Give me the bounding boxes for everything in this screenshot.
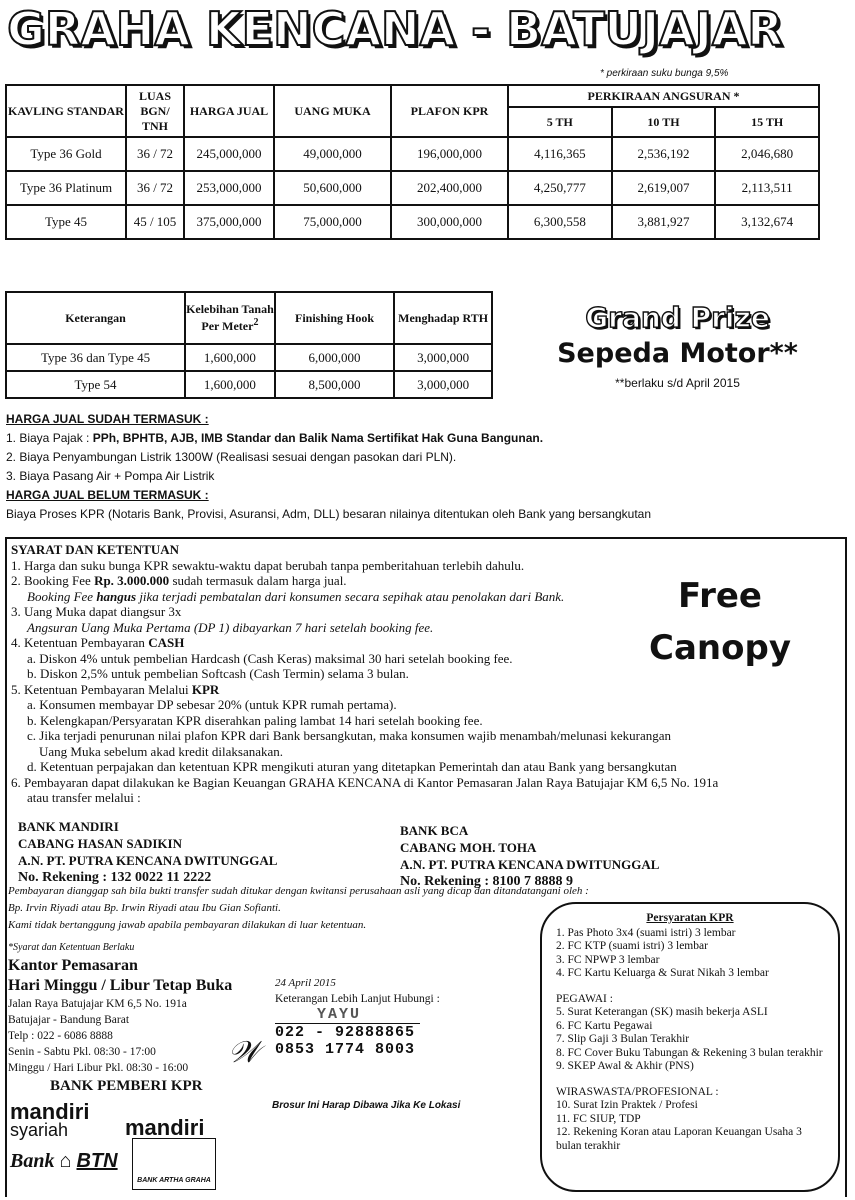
header-harga: HARGA JUAL bbox=[184, 85, 274, 137]
bank-name: BANK MANDIRI bbox=[18, 819, 119, 834]
office-title: Kantor Pemasaran bbox=[8, 957, 138, 974]
office-address: Jalan Raya Batujajar KM 6,5 No. 191a bbox=[8, 998, 187, 1010]
included-item: 3. Biaya Pasang Air + Pompa Air Listrik bbox=[6, 469, 215, 483]
price-table bbox=[5, 84, 820, 240]
header-10th: 10 TH bbox=[612, 107, 716, 137]
term-item bbox=[11, 635, 631, 651]
mandiri-logo: mandiri bbox=[125, 1115, 205, 1140]
term-item: 3. Uang Muka dapat diangsur 3x bbox=[11, 604, 182, 619]
term-bold: KPR bbox=[191, 681, 220, 697]
cell-15th: 2,046,680 bbox=[715, 137, 819, 171]
mandiri-syariah-logo bbox=[10, 1099, 90, 1140]
contact-phone: 0853 1774 8003 bbox=[275, 1041, 416, 1058]
bank-name: BANK BCA bbox=[400, 823, 469, 838]
req-item: 5. Surat Keterangan (SK) masih bekerja ASLI bbox=[556, 1006, 768, 1018]
term-subitem: a. Konsumen membayar DP sebesar 20% (untuk KPR rumah pertama). bbox=[27, 697, 397, 712]
grand-prize bbox=[520, 300, 835, 390]
office-hours: Senin - Sabtu Pkl. 08:30 - 17:00 bbox=[8, 1046, 156, 1058]
bank-partners-title: BANK PEMBERI KPR bbox=[50, 1078, 203, 1094]
artha-graha-logo: BANK ARTHA GRAHA bbox=[132, 1138, 216, 1190]
req-item: 10. Surat Izin Praktek / Profesi bbox=[556, 1099, 698, 1111]
term-item bbox=[11, 573, 631, 589]
cell-luas: 45 / 105 bbox=[126, 205, 184, 239]
office-hours: Minggu / Hari Libur Pkl. 08:30 - 16:00 bbox=[8, 1062, 189, 1074]
terms-header: SYARAT DAN KETENTUAN bbox=[11, 542, 180, 557]
term-bold: hangus bbox=[96, 588, 137, 604]
free-canopy-line2: Canopy bbox=[649, 628, 791, 668]
cell-plafon: 196,000,000 bbox=[391, 137, 508, 171]
term-subitem: b. Diskon 2,5% untuk pembelian Softcash (Cash Termin) selama 3 bulan. bbox=[27, 666, 409, 681]
cell-5th: 4,116,365 bbox=[508, 137, 612, 171]
cell-kelebihan: 1,600,000 bbox=[185, 344, 275, 371]
office-subtitle: Hari Minggu / Libur Tetap Buka bbox=[8, 977, 233, 994]
req-item: 4. FC Kartu Keluarga & Surat Nikah 3 lembar bbox=[556, 967, 769, 979]
req-item: 7. Slip Gaji 3 Bulan Terakhir bbox=[556, 1033, 690, 1045]
free-canopy bbox=[630, 570, 810, 674]
term-subitem: Uang Muka sebelum akad kredit dilaksanakan. bbox=[39, 743, 284, 759]
term-note: Angsuran Uang Muka Pertama (DP 1) dibayarkan 7 hari setelah booking fee. bbox=[27, 619, 434, 635]
payment-note-line: Bp. Irvin Riyadi atau Bp. Irwin Riyadi atau Ibu Gian Sofianti. bbox=[8, 902, 281, 914]
included-header: HARGA JUAL SUDAH TERMASUK : bbox=[6, 412, 209, 426]
grand-prize-title: Grand Prize bbox=[585, 301, 770, 334]
cell-luas: 36 / 72 bbox=[126, 137, 184, 171]
cell-finishing: 6,000,000 bbox=[275, 344, 394, 371]
header-kelebihan-label: Kelebihan Tanah Per Meter bbox=[186, 302, 274, 333]
req-item: 12. Rekening Koran atau Laporan Keuangan Usaha 3 bulan terakhir bbox=[556, 1126, 802, 1152]
included-item: 2. Biaya Penyambungan Listrik 1300W (Realisasi sesuai dengan pasokan dari PLN). bbox=[6, 450, 457, 464]
payment-note bbox=[8, 883, 589, 934]
header-uang-muka: UANG MUKA bbox=[274, 85, 391, 137]
contact-name: YAYU bbox=[275, 1007, 420, 1024]
wiraswasta-header: WIRASWASTA/PROFESIONAL : bbox=[556, 1085, 719, 1098]
bank-holder: A.N. PT. PUTRA KENCANA DWITUNGGAL bbox=[18, 853, 278, 868]
bank-mandiri-account bbox=[18, 818, 277, 886]
term-text: sudah termasuk dalam harga jual. bbox=[169, 573, 347, 588]
included-item-bold: PPh, BPHTB, AJB, IMB Standar dan Balik Nama Sertifikat Hak Guna Bangunan. bbox=[92, 431, 544, 445]
header-kelebihan-sup: 2 bbox=[253, 317, 259, 328]
cell-rth: 3,000,000 bbox=[394, 371, 492, 398]
table-row bbox=[6, 371, 492, 398]
term-text: Booking Fee bbox=[27, 588, 97, 604]
term-subitem: c. Jika terjadi penurunan nilai plafon KPR dari Bank bersangkutan, maka konsumen wajib menambah/melunasi kekurangan bbox=[27, 728, 672, 743]
header-keterangan: Keterangan bbox=[6, 292, 185, 344]
office-address: Batujajar - Bandung Barat bbox=[8, 1014, 130, 1026]
grand-prize-note: **berlaku s/d April 2015 bbox=[615, 376, 740, 390]
bring-brochure-note: Brosur Ini Harap Dibawa Jika Ke Lokasi bbox=[272, 1100, 461, 1111]
contact-phone: 022 - 92888865 bbox=[275, 1024, 416, 1041]
cell-kelebihan: 1,600,000 bbox=[185, 371, 275, 398]
cell-type: Type 36 Gold bbox=[6, 137, 126, 171]
free-canopy-line1: Free bbox=[678, 576, 762, 616]
cell-5th: 4,250,777 bbox=[508, 171, 612, 205]
signature: 𝒲 bbox=[228, 1036, 260, 1069]
cell-keterangan: Type 36 dan Type 45 bbox=[6, 344, 185, 371]
term-text: 4. Ketentuan Pembayaran bbox=[11, 635, 149, 650]
table-row bbox=[6, 137, 819, 171]
term-bold: Rp. 3.000.000 bbox=[94, 573, 170, 588]
cell-10th: 3,881,927 bbox=[612, 205, 716, 239]
req-item: 3. FC NPWP 3 lembar bbox=[556, 953, 660, 966]
term-item bbox=[11, 682, 631, 698]
logo-text: mandiri bbox=[10, 1099, 90, 1124]
term-bold: CASH bbox=[148, 635, 185, 650]
req-item: 1. Pas Photo 3x4 (suami istri) 3 lembar bbox=[556, 926, 736, 939]
cell-finishing: 8,500,000 bbox=[275, 371, 394, 398]
term-text: 5. Ketentuan Pembayaran Melalui bbox=[11, 681, 192, 697]
cell-type: Type 36 Platinum bbox=[6, 171, 126, 205]
payment-note-line: Kami tidak bertanggung jawab apabila pembayaran dilakukan di luar ketentuan. bbox=[8, 919, 367, 931]
cell-15th: 3,132,674 bbox=[715, 205, 819, 239]
house-icon: ⌂ bbox=[59, 1150, 77, 1172]
table-row bbox=[6, 171, 819, 205]
bank-account-number: No. Rekening : 8100 7 8888 9 bbox=[400, 874, 574, 889]
term-note bbox=[11, 589, 631, 605]
term-subitem: b. Kelengkapan/Persyaratan KPR diserahkan paling lambat 14 hari setelah booking fee. bbox=[27, 712, 483, 728]
logo-text: syariah bbox=[10, 1120, 69, 1140]
logo-text: BTN bbox=[76, 1150, 118, 1172]
bank-holder: A.N. PT. PUTRA KENCANA DWITUNGGAL bbox=[400, 857, 660, 872]
req-item: 11. FC SIUP, TDP bbox=[556, 1112, 641, 1125]
contact-info bbox=[275, 975, 440, 1058]
cell-10th: 2,536,192 bbox=[612, 137, 716, 171]
kpr-requirements-header: Persyaratan KPR bbox=[646, 912, 734, 924]
terms-disclaimer: *Syarat dan Ketentuan Berlaku bbox=[8, 942, 135, 953]
cell-keterangan: Type 54 bbox=[6, 371, 185, 398]
cell-plafon: 300,000,000 bbox=[391, 205, 508, 239]
term-subitem: d. Ketentuan perpajakan dan ketentuan KPR mengikuti aturan yang ditetapkan Pemerintah dan atau Bank yang bersangkutan bbox=[27, 759, 677, 774]
term-text: jika terjadi pembatalan dari konsumen secara sepihak atau penolakan dari Bank. bbox=[136, 588, 565, 604]
term-text: 2. Booking Fee bbox=[11, 573, 95, 588]
cell-harga: 245,000,000 bbox=[184, 137, 274, 171]
cell-uang-muka: 50,600,000 bbox=[274, 171, 391, 205]
cell-10th: 2,619,007 bbox=[612, 171, 716, 205]
bank-branch: CABANG HASAN SADIKIN bbox=[18, 836, 182, 851]
bank-branch: CABANG MOH. TOHA bbox=[400, 840, 537, 855]
included-item-prefix: 1. Biaya Pajak : bbox=[6, 431, 93, 445]
contact-label: Keterangan Lebih Lanjut Hubungi : bbox=[275, 993, 440, 1005]
marketing-office bbox=[8, 940, 232, 1076]
cell-5th: 6,300,558 bbox=[508, 205, 612, 239]
req-item: 9. SKEP Awal & Akhir (PNS) bbox=[556, 1060, 694, 1072]
excluded-header: HARGA JUAL BELUM TERMASUK : bbox=[6, 488, 209, 502]
cell-type: Type 45 bbox=[6, 205, 126, 239]
cell-harga: 375,000,000 bbox=[184, 205, 274, 239]
header-rth: Menghadap RTH bbox=[394, 292, 492, 344]
payment-note-line: Pembayaran dianggap sah bila bukti transfer sudah ditukar dengan kwitansi perusahaan asli yang dicap dan ditandatangani oleh : bbox=[8, 885, 589, 897]
table-row bbox=[6, 344, 492, 371]
bank-account-number: No. Rekening : 132 0022 11 2222 bbox=[18, 870, 212, 885]
cell-harga: 253,000,000 bbox=[184, 171, 274, 205]
bank-bca-account bbox=[400, 822, 659, 890]
interest-rate-note: * perkiraan suku bunga 9,5% bbox=[600, 68, 729, 79]
pegawai-header: PEGAWAI : bbox=[556, 992, 613, 1005]
price-inclusions bbox=[6, 410, 846, 524]
term-item: 1. Harga dan suku bunga KPR sewaktu-waktu dapat berubah tanpa pemberitahuan terlebih dahulu. bbox=[11, 557, 525, 573]
header-plafon: PLAFON KPR bbox=[391, 85, 508, 137]
term-subitem: a. Diskon 4% untuk pembelian Hardcash (Cash Keras) maksimal 30 hari setelah booking fee. bbox=[27, 650, 513, 666]
table-row bbox=[6, 205, 819, 239]
kpr-requirements-box bbox=[540, 902, 840, 1192]
header-luas: LUAS BGN/ TNH bbox=[126, 85, 184, 137]
req-item: 6. FC Kartu Pegawai bbox=[556, 1019, 653, 1032]
included-item bbox=[6, 429, 846, 448]
extras-table bbox=[5, 291, 493, 399]
header-angsuran: PERKIRAAN ANGSURAN * bbox=[508, 85, 819, 107]
cell-uang-muka: 75,000,000 bbox=[274, 205, 391, 239]
term-item: 6. Pembayaran dapat dilakukan ke Bagian Keuangan GRAHA KENCANA di Kantor Pemasaran Jalan Raya Batujajar KM 6,5 No. 191a bbox=[11, 774, 719, 790]
cell-plafon: 202,400,000 bbox=[391, 171, 508, 205]
header-kelebihan bbox=[185, 292, 275, 344]
cell-15th: 2,113,511 bbox=[715, 171, 819, 205]
excluded-text: Biaya Proses KPR (Notaris Bank, Provisi, Asuransi, Adm, DLL) besaran nilainya ditentukan oleh Bank yang bersangkutan bbox=[6, 507, 652, 521]
brochure-date: 24 April 2015 bbox=[275, 977, 336, 989]
req-item: 8. FC Cover Buku Tabungan & Rekening 3 bulan terakhir bbox=[556, 1046, 823, 1059]
header-5th: 5 TH bbox=[508, 107, 612, 137]
header-kavling: KAVLING STANDAR bbox=[6, 85, 126, 137]
grand-prize-item: Sepeda Motor** bbox=[557, 338, 798, 369]
cell-luas: 36 / 72 bbox=[126, 171, 184, 205]
header-finishing: Finishing Hook bbox=[275, 292, 394, 344]
office-phone: Telp : 022 - 6086 8888 bbox=[8, 1030, 113, 1042]
page-title: GRAHA KENCANA - BATUJAJAR bbox=[7, 2, 783, 56]
term-subitem: atau transfer melalui : bbox=[27, 790, 141, 805]
cell-uang-muka: 49,000,000 bbox=[274, 137, 391, 171]
btn-logo bbox=[10, 1150, 118, 1173]
req-item: 2. FC KTP (suami istri) 3 lembar bbox=[556, 940, 708, 952]
cell-rth: 3,000,000 bbox=[394, 344, 492, 371]
header-15th: 15 TH bbox=[715, 107, 819, 137]
logo-text: Bank bbox=[10, 1150, 60, 1172]
